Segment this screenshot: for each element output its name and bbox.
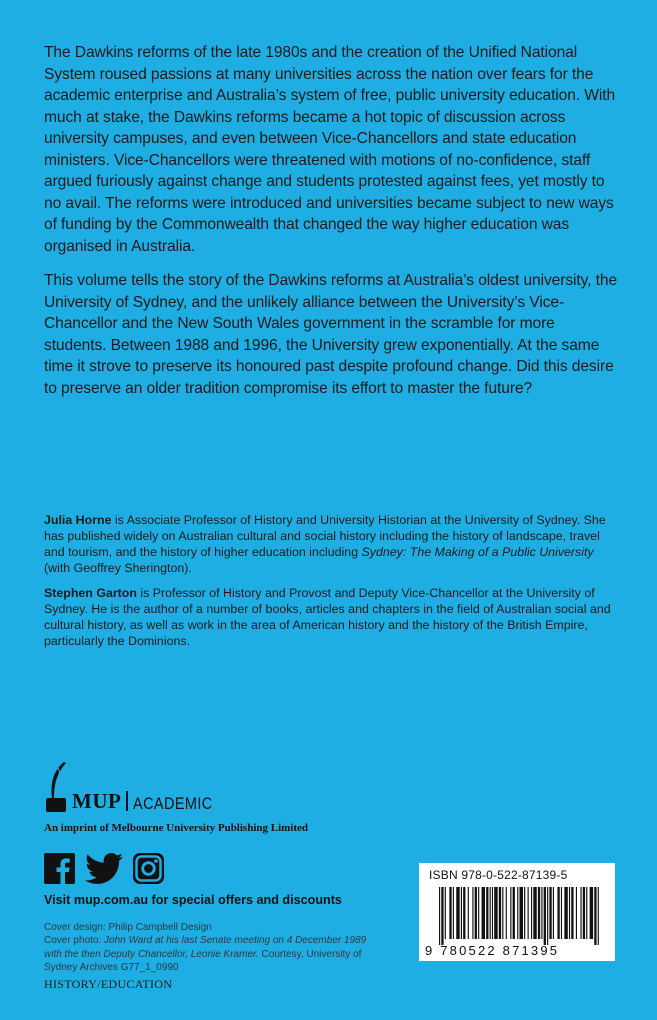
visit-line xyxy=(44,893,342,907)
visit-suffix: for special offers and discounts xyxy=(148,893,342,907)
barcode-bar xyxy=(553,887,554,939)
barcode-bar xyxy=(468,887,469,939)
barcode-bar xyxy=(510,887,511,939)
barcode-bar xyxy=(453,887,454,939)
barcode-bar xyxy=(520,887,523,939)
barcode-bar xyxy=(445,887,446,939)
barcode-bar xyxy=(576,887,577,939)
barcode-bar xyxy=(528,887,529,939)
barcode-bar xyxy=(583,887,585,939)
bio-text-garton: is Professor of History and Provost and Deputy Vice-Chancellor at the University of Sydney. He is the author of a number of books, articles and chapters in the field of Australian social and cultural history, as well as work in the area of American history and the history of the British Empire, particularly the Dominions. xyxy=(44,586,611,648)
barcode-bar xyxy=(439,887,440,945)
barcode-bar xyxy=(547,887,548,945)
isbn-barcode xyxy=(419,863,615,961)
imprint-line: An imprint of Melbourne University Publishing Limited xyxy=(44,822,309,834)
barcode-bar xyxy=(472,887,473,939)
barcode-bar xyxy=(571,887,573,939)
barcode-bar xyxy=(456,887,459,939)
barcode-bar xyxy=(463,887,465,939)
barcode-bars xyxy=(427,887,607,945)
cover-design-credit: Cover design: Philip Campbell Design xyxy=(44,922,212,933)
barcode-bar xyxy=(461,887,462,939)
cover-credits xyxy=(44,921,374,974)
barcode-bar xyxy=(580,887,581,939)
barcode-bar xyxy=(449,887,451,939)
academic-wordmark: ACADEMIC xyxy=(132,794,213,813)
mup-wordmark: MUP xyxy=(72,789,122,813)
barcode-bar xyxy=(531,887,532,939)
author-bios xyxy=(44,512,619,658)
barcode-bar xyxy=(475,887,477,939)
photo-label: Cover photo: xyxy=(44,935,105,947)
barcode-bar xyxy=(538,887,540,939)
isbn-number: ISBN 978-0-522-87139-5 xyxy=(429,868,568,882)
barcode-bar xyxy=(598,887,599,945)
barcode-bar xyxy=(517,887,518,939)
barcode-bar xyxy=(524,887,525,939)
barcode-bar xyxy=(486,887,488,939)
visit-prefix: Visit xyxy=(44,893,74,907)
barcode-bar xyxy=(557,887,559,939)
barcode-digits: 9 780522 871395 xyxy=(425,943,560,958)
social-icons xyxy=(44,853,164,884)
mup-logo xyxy=(44,756,364,812)
barcode-bar xyxy=(590,887,593,939)
logo-divider xyxy=(126,791,128,811)
barcode-bar xyxy=(490,887,491,939)
barcode-bar xyxy=(594,887,596,945)
barcode-bar xyxy=(441,887,443,945)
barcode-bar xyxy=(482,887,485,939)
bio-text-horne: is Associate Professor of History and University Historian at the University of Sydney. She has published widely on Australian cultural and social history including the history of landscape, travel and tourism, and the history of higher education including xyxy=(44,513,606,559)
author-name-garton: Stephen Garton xyxy=(44,586,137,600)
quill-inkwell-icon xyxy=(44,760,70,812)
facebook-icon[interactable] xyxy=(44,853,75,884)
barcode-bar xyxy=(564,887,567,939)
back-cover-blurb xyxy=(44,42,619,412)
barcode-bar xyxy=(549,887,551,939)
barcode-bar xyxy=(533,887,536,939)
barcode-bar xyxy=(544,887,546,945)
barcode-bar xyxy=(506,887,507,939)
website-link[interactable]: mup.com.au xyxy=(73,893,149,907)
bio-stephen-garton xyxy=(44,585,619,649)
photo-title: John Ward at his last Senate meeting on 4 December 1989 with the then Deputy Chancellor, Leonie Kramer. xyxy=(44,935,367,960)
barcode-bar xyxy=(561,887,562,939)
barcode-bar xyxy=(499,887,501,939)
instagram-icon[interactable] xyxy=(133,853,164,884)
barcode-bar xyxy=(569,887,570,939)
cover-photo-credit xyxy=(44,934,374,974)
book-title: Sydney: The Making of a Public University xyxy=(361,545,594,559)
publisher-block xyxy=(44,756,364,834)
barcode-bar xyxy=(513,887,515,939)
twitter-icon[interactable] xyxy=(85,853,123,884)
bio-julia-horne xyxy=(44,512,619,576)
barcode-bar xyxy=(494,887,497,939)
blurb-paragraph-2: This volume tells the story of the Dawkins reforms at Australia’s oldest university, the University of Sydney, and the unlikely alliance between the University’s Vice-Chancellor and the New South Wales government in the scramble for more students. Between 1988 and 1996, the University grew exponentially. At the same time it strove to preserve its honoured past despite profound change. Did this desire to preserve an older tradition compromise its effort to master the future? xyxy=(44,272,618,397)
barcode-bar xyxy=(586,887,587,939)
barcode-bar xyxy=(478,887,479,939)
blurb-paragraph-1: The Dawkins reforms of the late 1980s and the creation of the Unified National System roused passions at many universities across the nation over fears for the academic enterprise and Australia’s system of free, public university education. With much at stake, the Dawkins reforms became a hot topic of discussion across university campuses, and even between Vice-Chancellors and state education ministers. Vice-Chancellors were threatened with motions of no-confidence, staff argued furiously against change and students protested against fees, yet mostly to no avail. The reforms were introduced and universities became subject to new ways of funding by the Commonwealth that changed the way higher education was organised in Australia. xyxy=(44,44,616,255)
barcode-bar xyxy=(541,887,542,939)
barcode-bar xyxy=(492,887,493,939)
photo-courtesy: Courtesy, University of Sydney Archives G77_1_0990 xyxy=(44,948,362,973)
barcode-bar xyxy=(502,887,503,939)
author-name-horne: Julia Horne xyxy=(44,513,112,527)
category-label: HISTORY/EDUCATION xyxy=(44,977,173,991)
bio-tail-horne: (with Geoffrey Sherington). xyxy=(44,561,192,575)
